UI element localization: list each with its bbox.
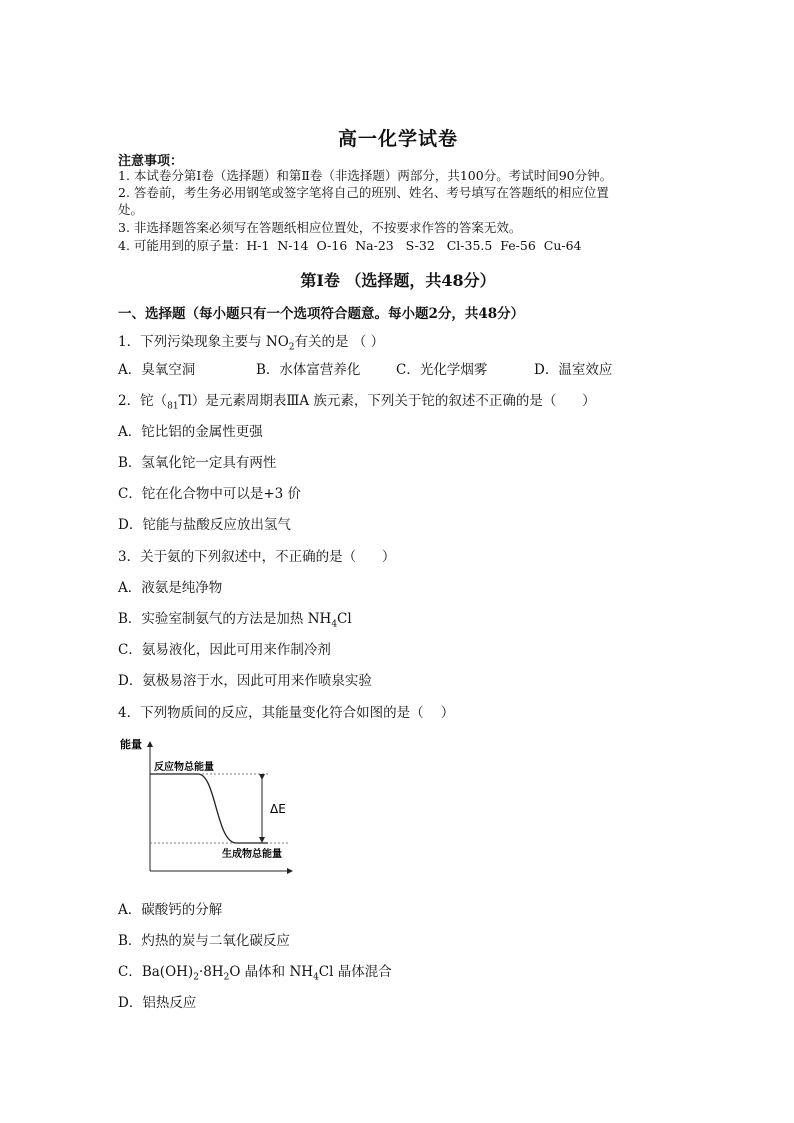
q2-option-a[interactable]: A．铊比铝的金属性更强 [118,424,263,440]
q4-option-d[interactable]: D．铝热反应 [118,995,197,1011]
notice-heading: 注意事项： [118,154,184,169]
energy-diagram [118,736,318,876]
q3-option-c[interactable]: C．氨易液化，因此可用来作制冷剂 [118,642,331,658]
notice-line-3: 3. 非选择题答案必须写在答题纸相应位置处，不按要求作答的答案无效。 [118,220,522,235]
q4-option-b[interactable]: B．灼热的炭与二氧化碳反应 [118,933,290,949]
product-energy-label: 生成物总能量 [222,849,282,860]
q4-option-a[interactable]: A．碳酸钙的分解 [118,902,223,918]
notice-line-4: 4. 可能用到的原子量：H-1 N-14 O-16 Na-23 S-32 Cl-35.5 Fe-56 Cu-64 [118,238,582,253]
question-1-options [118,358,678,378]
q2-option-d[interactable]: D．铊能与盐酸反应放出氢气 [118,517,291,533]
energy-curve [150,774,268,843]
notice-line-1: 1. 本试卷分第Ⅰ卷（选择题）和第Ⅱ卷（非选择题）两部分，共100分。考试时间90分钟。 [118,168,613,183]
reactant-energy-label: 反应物总能量 [154,762,214,773]
q1-option-b[interactable]: B．水体富营养化 [256,362,361,378]
q3-option-d[interactable]: D．氨极易溶于水，因此可用来作喷泉实验 [118,673,372,689]
question-4-stem: 4．下列物质间的反应，其能量变化符合如图的是（ ） [118,705,455,721]
q2-option-c[interactable]: C．铊在化合物中可以是+3 价 [118,486,302,502]
q1-option-d[interactable]: D．温室效应 [534,362,613,378]
q3-option-b[interactable]: B．实验室制氨气的方法是加热 $NH_4Cl$ [118,611,352,630]
q1-option-c[interactable]: C．光化学烟雾 [396,362,488,378]
chart-ylabel: 能量 [120,738,142,751]
q3-option-a[interactable]: A．液氨是纯净物 [118,580,223,596]
question-2-stem: 2．铊$(_{81}Tl)$是元素周期表ⅢA 族元素，下列关于铊的叙述不正确的是（ ） [118,393,596,412]
q4-option-c[interactable]: C．$Ba(OH)_2\cdot 8H_2O$ 晶体和 $NH_4Cl$ 晶体混合 [118,964,392,983]
part-heading: 一、选择题（每小题只有一个选项符合题意。每小题2分，共48分） [118,306,525,322]
question-1-stem: 1．下列污染现象主要与 $NO_2$有关的是 （ ） [118,334,385,353]
delta-e-label: ΔE [270,802,286,816]
notice-line-2-cont: 处。 [118,202,144,217]
question-3-stem: 3．关于氨的下列叙述中，不正确的是（ ） [118,549,396,565]
q1-option-a[interactable]: A．臭氧空洞 [118,362,196,378]
notice-line-2: 2. 答卷前，考生务必用钢笔或签字笔将自己的班别、姓名、考号填写在答题纸的相应位置 [118,185,609,200]
section-title: 第Ⅰ卷 （选择题，共48分） [300,271,496,290]
q2-option-b[interactable]: B．氢氧化铊一定具有两性 [118,455,277,471]
page-title: 高一化学试卷 [337,128,458,150]
